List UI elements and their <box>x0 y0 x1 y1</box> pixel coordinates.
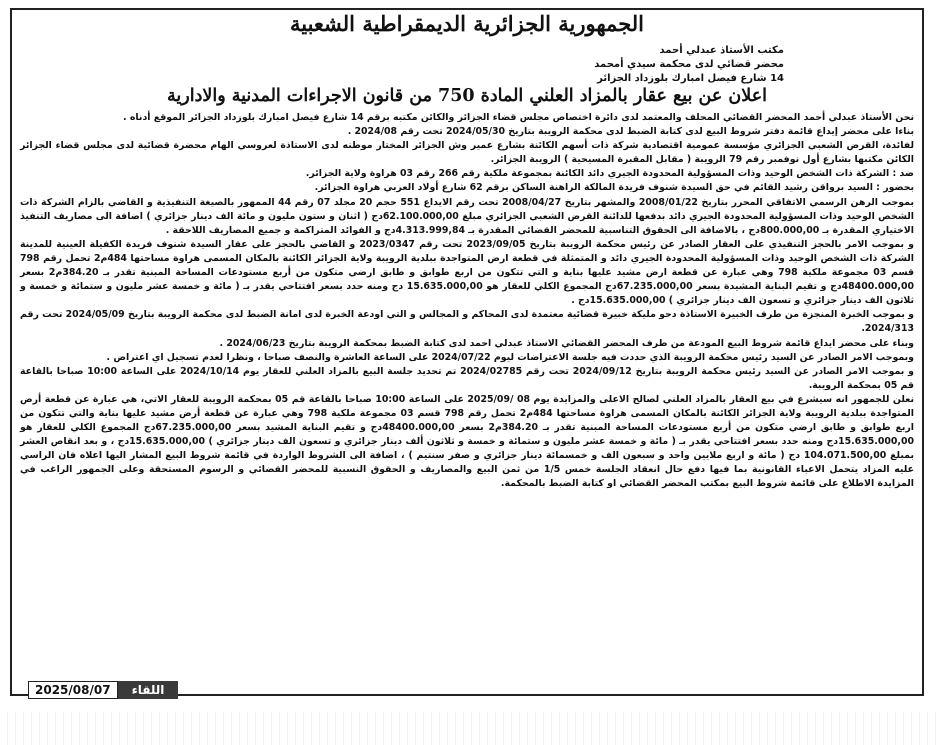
scan-noise <box>0 712 938 745</box>
paragraph-presence: بحضور : السيد برواقن رشيد القائم في حق السيدة شنوف فريدة المالكة الراهنة الساكن برقم 62 شارع أولاد العربي هراوة الجزائر. <box>314 182 914 194</box>
paragraph-deposit: بناءا على محضر إيداع قائمة دفتر شروط البيع لدى كتابة الضبط لدى محكمة الرويبة بتاريخ 2024/05/30 تحت رقم 2024/08 . <box>347 126 914 138</box>
notice-body <box>20 111 914 492</box>
notice-title: اعلان عن بيع عقار بالمزاد العلني المادة 750 من قانون الاجراءات المدنية والادارية <box>167 86 767 106</box>
legal-notice <box>10 8 924 696</box>
paragraph-preamble: نحن الأستاذ عبدلي أحمد المحضر القضائي المحلف والمعتمد لدى دائرة اختصاص مجلس قضاء الجزائر والكائن مكتبه برقم 14 شارع فيصل امبارك بلوزداد الجزائر الموقع أدناه . <box>123 112 914 123</box>
paragraph-debtor: ضد : الشركة ذات الشخص الوحيد وذات المسؤولية المحدودة الجيري دائد الكائنة بمجموعة ملكية رقم 266 رقم 03 هراوة ولاية الجزائر. <box>305 168 914 180</box>
republic-heading: الجمهورية الجزائرية الديمقراطية الشعبية <box>289 11 644 36</box>
paragraph-session: و بموجب الامر الصادر عن السيد رئيس محكمة الرويبة بتاريخ 2024/09/12 تحت رقم 2024/02785 تم تحديد جلسة البيع بالمزاد العلني للعقار يوم 2024/10/14 على الساعة 10:00 صباحا بالقاعة قم 05 بمحكمة الرويبة. <box>20 365 914 391</box>
paragraph-announcement: نعلن للجمهور انه سيشرع في بيع العقار بالمزاد العلني لصالح الاعلى والمزايدة يوم 08 /2025/09 على الساعة 10:00 صباحا بالقاعة قم 05 بمحكمة الرويبة للعقار الاتي، هي عبارة عن قطعة أرض المتواجدة ببلدية الرويبة ولاية الجزائر الكائنة بالمكان المسمى هراوة مساحتها 484م2 تحمل رقم 798 قسم 03 مجموعة ملكية 798 وهي عبارة عن قطعة أرض مشيد عليها بناية والتي تتكون من اربع طوابق و طابق ارضي متكون من أربع مستودعات المساحة المبنية تقدر بـ 384.20م2 بسعر 48400.000,00دج و تقيم البناية المشيد بسعر 67.235.000,00دج المجموع الكلي للعقار هو 15.635.000,00دج ومنه حدد بسعر افتتاحي يقدر بـ ( مائة و خمسة عشر مليون و ستمائة و خمسة و ثلاثون ألف دينار جزائري و تسعون الف دينار جزائري ) 15.635.000,00دج ، و بعد انقاص العشر بمبلغ 104.071.500,00 دج ( مائة و اربع ملايين واحد و سبعون الف و خمسمائة دينار جزائري و صفر سنتيم ) ، اضافة الى الشروط الواردة في قائمة شروط البيع المشار اليها اعلاه فان الراسي عليه المزاد يتحمل الاعباء القانونية بما فيها دفع حال انعقاد الجلسة خمس 1/5 من ثمن البيع والمصاريف و الحقوق النسبية للمحضر القضائي و الرسوم المستحقة وعلى الجمهور الراغب في المزايدة الاطلاع على قائمة شروط البيع بمكتب المحضر القضائي او كتابة الضبط بالمحكمة. <box>20 393 915 490</box>
paragraph-objections: وبموجب الامر الصادر عن السيد رئيس محكمة الرويبة الذي حددت فيه جلسة الاعتراضات ليوم 2024/07/22 على الساعة العاشرة والنصف صباحا ، ونظرا لعدم تسجيل اي اعتراض . <box>106 351 914 363</box>
newspaper-name: اللقاء <box>118 681 179 699</box>
office-block <box>20 44 784 86</box>
paragraph-expertise: و بموجب الخبرة المنجزة من طرف الخبيرة الاستاذة دحو مليكة خبيرة قضائية معتمدة لدى المحاكم و المجالس و التي اودعة الخبرة لدى امانة الضبط لدى محكمة الرويبة بتاريخ 2024/05/09 تحت رقم 2024/313. <box>20 309 915 335</box>
office-line-2: محضر قضائي لدى محكمة سيدي أمحمد <box>594 59 784 70</box>
footer <box>28 681 178 699</box>
office-line-1: مكتب الأستاذ عبدلي أحمد <box>659 45 784 56</box>
paragraph-conditions: وبناء على محضر ايداع قائمة شروط البيع المودعة من طرف المحضر القضائي الاستاذ عبدلي احمد لدى كتابة الضبط بمحكمة الرويبة بتاريخ 2024/06/23 . <box>219 337 914 349</box>
paragraph-mortgage: بموجب الرهن الرسمي الاتفاقي المحرر بتاريخ 2008/01/22 والمشهر بتاريخ 2008/04/27 تحت رقم الايداع 551 حجم 20 مجلد 07 رقم 44 الممهور بالصيغة التنفيذية و القاضي بالزام الشركة ذات الشخص الوحيد وذات المسؤولية المحدودة الجيري دائد بدفعها للدائنة القرض الشعبي الجزائري مبلغ 62.100.000,00دج ( اثنان و ستون مليون و مائة الف دينار جزائري ) اضافة الى مصاريف التنفيذ الاختياري المقدرة بـ 800.000,00دج ، بالاضافة الى الحقوق التناسبية للمحضر القضائي المقدرة بـ 4.313.999,84دج و الفوائد المتراكمة و جميع المصاريف اللاحقة . <box>20 196 914 236</box>
paragraph-seizure: و بموجب الامر بالحجز التنفيذي على العقار الصادر عن رئيس محكمة الرويبة بتاريخ 2023/09/05 تحت رقم 2023/0347 و القاضي بالحجز على عقار السيدة شنوف فريدة الكفيلة العينية للمدينة الشركة ذات الشخص الوحيد وذات المسؤولية المحدودة الجيري دائد و المتمثلة في قطعة ارض المتواجدة ببلدية الرويبة ولاية الجزائر الكائنة بالمكان المسمى هراوة مساحتها 484م2 تحمل رقم 798 قسم 03 مجموعة ملكية 798 وهي عبارة عن قطعة ارض مشيد عليها بناية و التي تتكون من اربع طوابق و طابق ارضي متكون من أربع مستودعات المساحة المبنية تقدر بـ 384.20م2 بسعر 48400.000,00دج و تقيم البناية المشيدة بسعر 67.235.000,00دج المجموع الكلي للعقار هو 15.635.000,00 دج ومنه حدد بسعر افتتاحي يقدر بـ ( مائة و خمسة عشر مليون و ستمائة و خمسة و ثلاثون الف دينار جزائري و تسعون الف دينار جزائري ) 15.635.000,00دج . <box>20 238 915 307</box>
paragraph-creditor: لفائدة، القرض الشعبي الجزائري مؤسسة عمومية اقتصادية شركة ذات أسهم الكائنة بشارع عمير وش الجزائر المختار موطنه لدى الاستاذة لعروسي الهام محضرة قضائية لدى مجلس قضاء الجزائر الكائن مكتبها بشارع أول نوفمبر رقم 79 الرويبة ( مقابل المقبرة المسيحية ) الرويبة الجزائر. <box>20 140 914 166</box>
publication-date: 2025/08/07 <box>28 681 118 699</box>
office-line-3: 14 شارع فيصل امبارك بلوزداد الجزائر <box>597 73 784 84</box>
